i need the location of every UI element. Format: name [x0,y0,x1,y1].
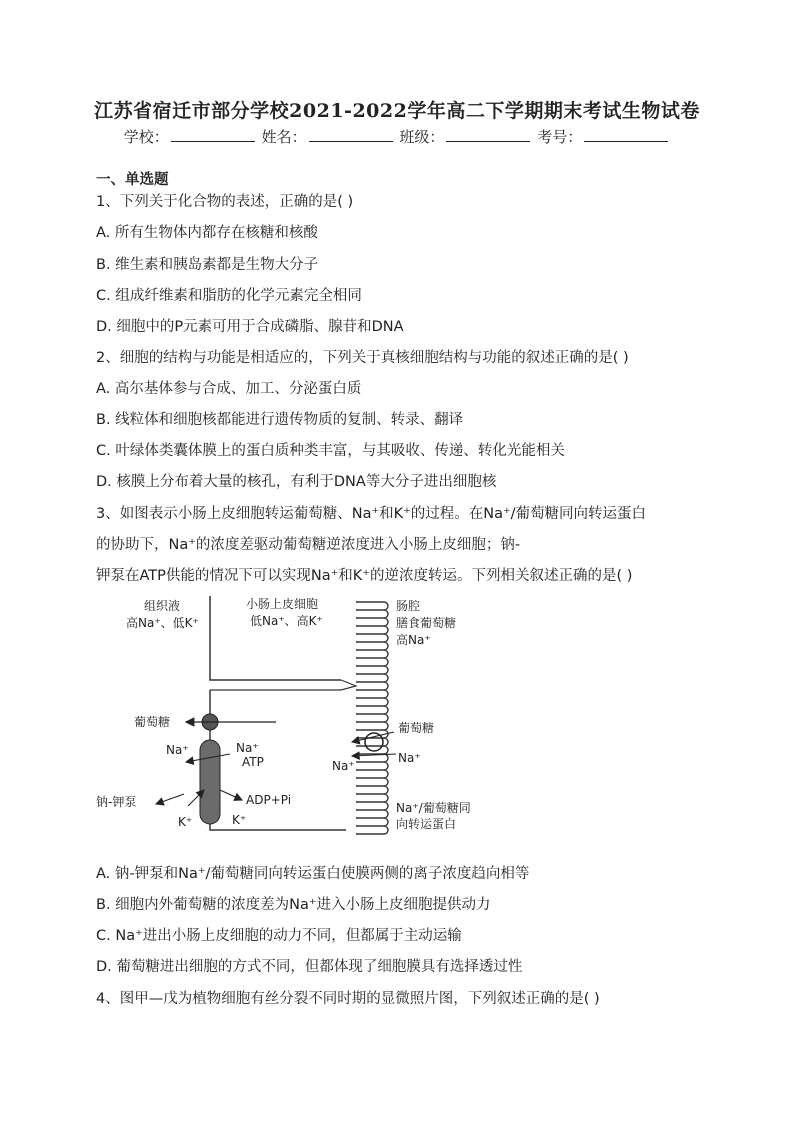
label-lumen: 肠腔 [396,599,421,613]
exam-number-blank[interactable] [584,127,668,142]
q1-option-c[interactable]: C. 组成纤维素和脂肪的化学元素完全相同 [96,288,362,304]
q3-stem-line-2: 的协助下，Na⁺的浓度差驱动葡萄糖逆浓度进入小肠上皮细胞；钠- [96,537,521,553]
class-label: 班级： [399,128,445,146]
class-blank[interactable] [446,127,530,142]
label-na-lumen-1: Na⁺ [332,759,355,773]
label-pump: 钠-钾泵 [96,795,137,809]
q2-option-d[interactable]: D. 核膜上分布着大量的核孔，有利于DNA等大分子进出细胞核 [96,474,497,490]
school-blank[interactable] [171,127,255,142]
q3-stem-line-3: 钾泵在ATP供能的情况下可以实现Na⁺和K⁺的逆浓度转运。下列相关叙述正确的是( ) [96,568,633,584]
label-glucose-right: 葡萄糖 [398,721,435,735]
q4-stem: 4、图甲—戊为植物细胞有丝分裂不同时期的显微照片图，下列叙述正确的是( ) [96,991,600,1007]
q2-option-a[interactable]: A. 高尔基体参与合成、加工、分泌蛋白质 [96,381,362,397]
q1-option-d[interactable]: D. 细胞中的P元素可用于合成磷脂、腺苷和DNA [96,319,404,335]
q3-option-a[interactable]: A. 钠-钾泵和Na⁺/葡萄糖同向转运蛋白使膜两侧的离子浓度趋向相等 [96,866,530,882]
label-na-out: Na⁺ [166,743,189,757]
label-cotransporter-2: 向转运蛋白 [396,817,457,831]
label-tissue-ions: 高Na⁺、低K⁺ [126,616,199,630]
student-info-line [0,126,794,147]
microvilli-path [356,602,388,834]
label-lumen-ions: 高Na⁺ [396,633,431,647]
school-label: 学校： [123,128,169,146]
label-cell-ions: 低Na⁺、高K⁺ [250,614,323,628]
label-adp: ADP+Pi [246,793,292,807]
q1-stem: 1、下列关于化合物的表述，正确的是( ) [96,194,354,210]
q1-option-a[interactable]: A. 所有生物体内都存在核糖和核酸 [96,225,318,241]
exam-number-label: 考号： [537,128,583,146]
label-atp: ATP [242,755,264,769]
label-cotransporter-1: Na⁺/葡萄糖同 [396,801,471,815]
section-title: 一、单选题 [96,172,169,188]
q3-stem-line-1: 3、如图表示小肠上皮细胞转运葡萄糖、Na⁺和K⁺的过程。在Na⁺/葡萄糖同向转运蛋白 [96,506,647,522]
label-lumen-glucose: 膳食葡萄糖 [396,616,457,630]
label-cell-name: 小肠上皮细胞 [246,597,319,611]
q2-option-c[interactable]: C. 叶绿体类囊体膜上的蛋白质种类丰富，与其吸收、传递、转化光能相关 [96,443,565,459]
q3-option-c[interactable]: C. Na⁺进出小肠上皮细胞的动力不同，但都属于主动运输 [96,928,462,944]
q1-option-b[interactable]: B. 维生素和胰岛素都是生物大分子 [96,257,319,273]
label-k-right: K⁺ [232,813,247,827]
name-blank[interactable] [309,127,393,142]
label-tissue-fluid: 组织液 [144,599,181,613]
label-na-in: Na⁺ [236,741,259,755]
microvilli [356,602,388,834]
name-label: 姓名： [261,128,307,146]
q2-stem: 2、细胞的结构与功能是相适应的，下列关于真核细胞结构与功能的叙述正确的是( ) [96,350,629,366]
label-k-left: K⁺ [178,815,193,829]
label-glucose-left: 葡萄糖 [134,715,171,729]
cell-membrane-bottom [210,690,346,830]
q3-option-d[interactable]: D. 葡萄糖进出细胞的方式不同，但都体现了细胞膜具有选择透过性 [96,959,523,975]
transport-diagram [96,594,516,844]
q3-option-b[interactable]: B. 细胞内外葡萄糖的浓度差为Na⁺进入小肠上皮细胞提供动力 [96,897,491,913]
label-na-lumen-2: Na⁺ [398,751,421,765]
sodium-potassium-pump [200,740,220,824]
page-title: 江苏省宿迁市部分学校2021-2022学年高二下学期期末考试生物试卷 [94,100,700,122]
tight-junction-knot [341,680,356,690]
q2-option-b[interactable]: B. 线粒体和细胞核都能进行遗传物质的复制、转录、翻译 [96,412,464,428]
